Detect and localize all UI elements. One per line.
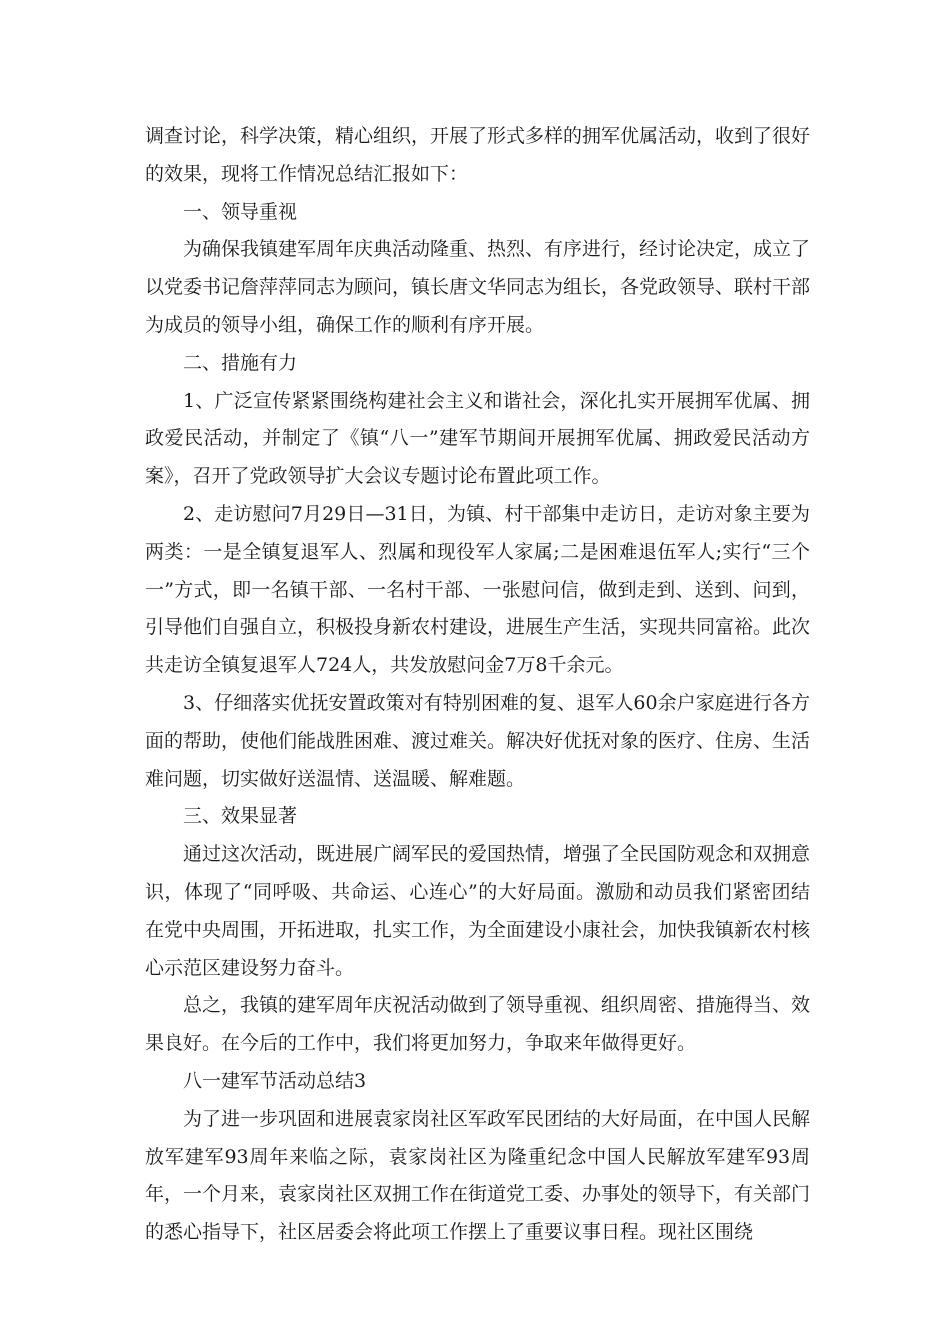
- summary-title-3: 八一建军节活动总结3: [183, 1069, 367, 1092]
- paragraph-leadership: 为确保我镇建军周年庆典活动隆重、热烈、有序进行，经讨论决定，成立了以党委书记詹萍萍同志为顾问，镇长唐文华同志为组长，各党政领导、联村干部为成员的领导小组，确保工作的顺利有序开展。: [145, 238, 811, 336]
- paragraph-conclusion: 总之，我镇的建军周年庆祝活动做到了领导重视、组织周密、措施得当、效果良好。在今后的工作中，我们将更加努力，争取来年做得更好。: [145, 994, 811, 1055]
- paragraph-summary-3-intro: 为了进一步巩固和进展袁家岗社区军政军民团结的大好局面，在中国人民解放军建军93周年来临之际，袁家岗社区为隆重纪念中国人民解放军建军93周年，一个月来，袁家岗社区双拥工作在街道党工委、办事处的领导下，有关部门的悉心指导下，社区居委会将此项工作摆上了重要议事日程。现社区围绕: [145, 1107, 811, 1244]
- paragraph-measure-3: 3、仔细落实优抚安置政策对有特别困难的复、退军人60余户家庭进行各方面的帮助，使他们能战胜困难、渡过难关。解决好优抚对象的医疗、住房、生活难问题，切实做好送温情、送温暖、解难题。: [145, 691, 811, 790]
- paragraph-intro: 调查讨论，科学决策，精心组织，开展了形式多样的拥军优属活动，收到了很好的效果，现将工作情况总结汇报如下：: [145, 125, 811, 185]
- section-heading-results: 三、效果显著: [183, 805, 298, 828]
- paragraph-results: 通过这次活动，既进展广阔军民的爱国热情，增强了全民国防观念和双拥意识，体现了“同呼吸、共命运、心连心”的大好局面。激励和动员我们紧密团结在党中央周围，开拓进取，扎实工作，为全面建设小康社会，加快我镇新农村核心示范区建设努力奋斗。: [145, 843, 811, 979]
- paragraph-measure-1: 1、广泛宣传紧紧围绕构建社会主义和谐社会，深化扎实开展拥军优属、拥政爱民活动，并制定了《镇“八一”建军节期间开展拥军优属、拥政爱民活动方案》，召开了党政领导扩大会议专题讨论布置此项工作。: [145, 389, 810, 488]
- section-heading-measures: 二、措施有力: [183, 351, 298, 374]
- document-body: [145, 118, 810, 1252]
- paragraph-measure-2: 2、走访慰问7月29日—31日，为镇、村干部集中走访日，走访对象主要为两类：一是全镇复退军人、烈属和现役军人家属;二是困难退伍军人;实行“三个一”方式，即一名镇干部、一名村干部、一张慰问信，做到走到、送到、问到，引导他们自强自立，积极投身新农村建设，进展生产生活，实现共同富裕。此次共走访全镇复退军人724人，共发放慰问金7万8千余元。: [145, 502, 811, 677]
- section-heading-leadership: 一、领导重视: [183, 200, 298, 223]
